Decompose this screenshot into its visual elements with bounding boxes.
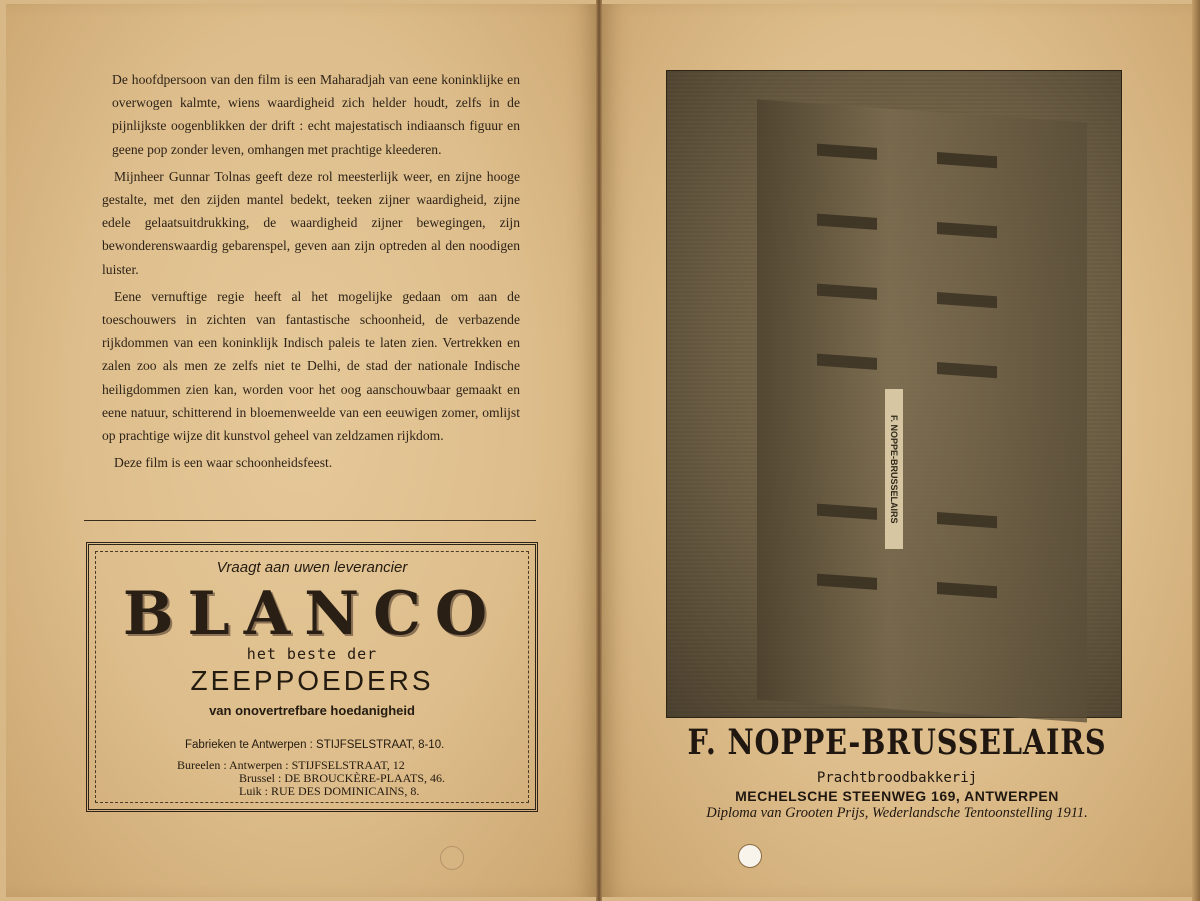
- ad-luik-address: Luik : RUE DES DOMINICAINS, 8.: [239, 784, 420, 798]
- bakery-photograph: [666, 70, 1122, 718]
- ad-offices: Bureelen : Antwerpen : STIJFSELSTRAAT, 12: [177, 758, 405, 772]
- paragraph: Eene vernuftige regie heeft al het mogelijke gedaan om aan de toeschouwers in zichten van fantastische schoonheid, de verbazende rijkdommen van een koninklijk Indisch paleis te laten zien. Vertrekken en zalen zoo als men ze zelfs niet te Delhi, de stad der nationale Indische heiligdommen zien kan, worden voor het oog aanschouwbaar gemaakt en eene natuur, schitterend in bloemenweelde van een eeuwigen zomer, omlijst op prachtige wijze dit kunstvol geheel van zeldzamen rijkdom.: [102, 288, 520, 444]
- paragraph: Deze film is een waar schoonheidsfeest.: [114, 455, 333, 471]
- punch-hole: [738, 844, 762, 868]
- blanco-advertisement: [86, 542, 538, 812]
- paragraph: De hoofdpersoon van den film is een Maharadjah van eene koninklijke en overwogen kalmte, wiens waardigheid zich helder houdt, zelfs in de pijnlijkste oogenblikken der drift : echt majestatisch indiaansch figuur en geene pop zonder leven, omhangen met prachtige kleederen.: [112, 72, 520, 157]
- ad-tagline: Vraagt aan uwen leverancier: [216, 559, 408, 576]
- ad-product: ZEEPPOEDERS: [190, 665, 434, 696]
- ad-brand: BLANCO: [122, 579, 502, 649]
- paragraph: Mijnheer Gunnar Tolnas geeft deze rol meesterlijk weer, en zijne hooge gestalte, met den zijden mantel bedekt, teeken zijner waardigheid, zijne edele gelaatsuitdrukking, de waardigheid zijner bewegingen, zijn bewonderenswaardig gebarenspel, geven aan zijn optreden al den noodigen luister.: [102, 168, 520, 277]
- article-text: [102, 68, 520, 478]
- shop-address: MECHELSCHE STEENWEG 169, ANTWERPEN: [735, 788, 1059, 804]
- ad-subtitle: het beste der: [246, 645, 378, 663]
- shop-diploma: Diploma van Grooten Prijs, Wederlandsche Tentoonstelling 1911.: [706, 805, 1088, 821]
- ad-factories: Fabrieken te Antwerpen : STIJFSELSTRAAT, 8-10.: [185, 739, 445, 751]
- punch-hole: [440, 846, 464, 870]
- left-page: [6, 4, 596, 897]
- page-edge: [1192, 0, 1200, 901]
- shop-sign: F. NOPPE-BRUSSELAIRS: [885, 389, 903, 549]
- shop-name: F. NOPPE-BRUSSELAIRS: [687, 722, 1107, 763]
- divider-rule: [84, 520, 536, 521]
- ad-quality: van onovertrefbare hoedanigheid: [209, 703, 415, 718]
- shop-type: Prachtbroodbakkerij: [816, 770, 978, 786]
- ad-brussels-address: Brussel : DE BROUCKÈRE-PLAATS, 46.: [239, 771, 446, 785]
- building-facade: [757, 99, 1087, 722]
